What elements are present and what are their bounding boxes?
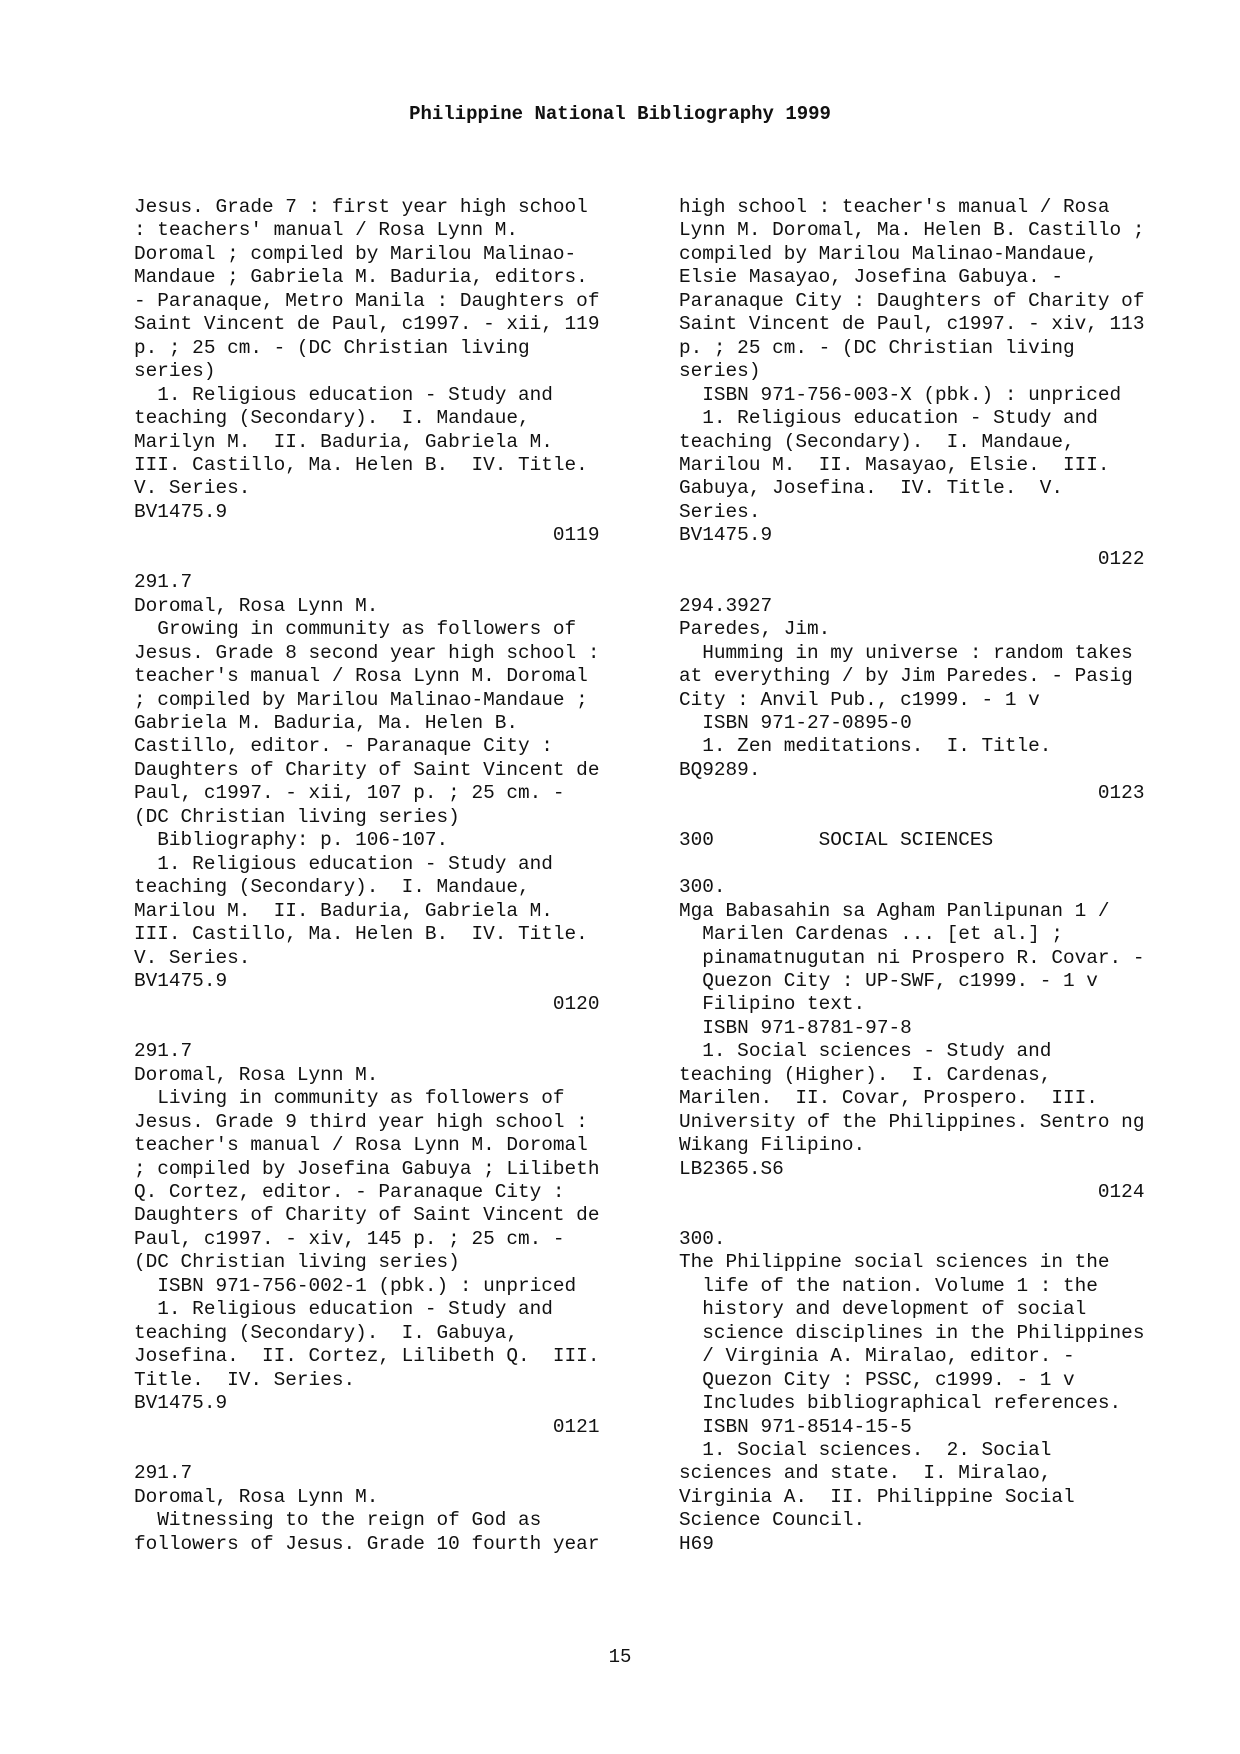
right-column-line: H69 — [679, 1532, 714, 1555]
right-column-line: Marilou M. II. Masayao, Elsie. III. — [679, 453, 1110, 476]
right-column-line: 294.3927 — [679, 594, 773, 617]
left-column-line: Growing in community as followers of — [134, 618, 577, 641]
right-column-line: City : Anvil Pub., c1999. - 1 v — [679, 688, 1040, 711]
right-column-line: Mga Babasahin sa Agham Panlipunan 1 / — [679, 899, 1110, 922]
right-column-line: Series. — [679, 500, 761, 523]
left-column-line: Q. Cortez, editor. - Paranaque City : — [134, 1181, 565, 1204]
left-column-line: teaching (Secondary). I. Mandaue, — [134, 407, 530, 430]
left-column-line: followers of Jesus. Grade 10 fourth year — [134, 1532, 600, 1555]
right-column-line: 300. — [679, 876, 726, 899]
right-column-line: BQ9289. — [679, 758, 761, 781]
right-column-line: teaching (Higher). I. Cardenas, — [679, 1063, 1052, 1086]
left-column-line: Josefina. II. Cortez, Lilibeth Q. III. — [134, 1345, 600, 1368]
right-column-line: Elsie Masayao, Josefina Gabuya. - — [679, 266, 1063, 289]
left-column-line: Witnessing to the reign of God as — [134, 1509, 542, 1532]
left-column-line: 1. Religious education - Study and — [134, 383, 553, 406]
left-column-line: Jesus. Grade 8 second year high school : — [134, 641, 600, 664]
left-column-line: ; compiled by Marilou Malinao-Mandaue ; — [134, 688, 588, 711]
left-column-line: 1. Religious education - Study and — [134, 852, 553, 875]
left-column-line: Living in community as followers of — [134, 1087, 565, 1110]
left-column-line: Marilou M. II. Baduria, Gabriela M. — [134, 899, 553, 922]
left-column-line: 0119 — [134, 524, 600, 547]
right-column-line: compiled by Marilou Malinao-Mandaue, — [679, 242, 1098, 265]
left-column-line: 0121 — [134, 1415, 600, 1438]
right-column-line: The Philippine social sciences in the — [679, 1251, 1110, 1274]
left-column-line: 0120 — [134, 993, 600, 1016]
right-column-line: Marilen Cardenas ... [et al.] ; — [679, 923, 1063, 946]
left-column-line: Marilyn M. II. Baduria, Gabriela M. — [134, 430, 553, 453]
left-column-line: series) — [134, 360, 216, 383]
right-column-text — [679, 196, 1199, 1556]
left-column-line: Daughters of Charity of Saint Vincent de — [134, 1204, 600, 1227]
right-column-line: p. ; 25 cm. - (DC Christian living — [679, 336, 1075, 359]
left-column-line: Doromal, Rosa Lynn M. — [134, 594, 379, 617]
right-column-line: ISBN 971-8514-15-5 — [679, 1415, 912, 1438]
page-title: Philippine National Bibliography 1999 — [409, 103, 831, 125]
right-column-line: 300 SOCIAL SCIENCES — [679, 829, 994, 852]
right-column-line: Lynn M. Doromal, Ma. Helen B. Castillo ; — [679, 219, 1145, 242]
right-column-line: Filipino text. — [679, 993, 866, 1016]
right-column-line: Virginia A. II. Philippine Social — [679, 1485, 1075, 1508]
left-column-line: Jesus. Grade 9 third year high school : — [134, 1110, 588, 1133]
right-column-line: Wikang Filipino. — [679, 1134, 866, 1157]
left-column-line: III. Castillo, Ma. Helen B. IV. Title. — [134, 453, 588, 476]
right-column-line: University of the Philippines. Sentro ng — [679, 1110, 1145, 1133]
left-column-line: - Paranaque, Metro Manila : Daughters of — [134, 289, 600, 312]
right-column-line: teaching (Secondary). I. Mandaue, — [679, 430, 1075, 453]
right-column-line: high school : teacher's manual / Rosa — [679, 196, 1110, 218]
right-column-line: LB2365.S6 — [679, 1157, 784, 1180]
right-column-line: science disciplines in the Philippines — [679, 1321, 1145, 1344]
right-column-line: Marilen. II. Covar, Prospero. III. — [679, 1087, 1098, 1110]
left-column-line: V. Series. — [134, 946, 251, 969]
right-column-line: at everything / by Jim Paredes. - Pasig — [679, 665, 1133, 688]
right-column-line: / Virginia A. Miralao, editor. - — [679, 1345, 1075, 1368]
left-column-line: Mandaue ; Gabriela M. Baduria, editors. — [134, 266, 588, 289]
right-column-line: series) — [679, 360, 761, 383]
right-column-line: BV1475.9 — [679, 524, 773, 547]
left-column-line: teacher's manual / Rosa Lynn M. Doromal — [134, 665, 588, 688]
left-column-line: teaching (Secondary). I. Gabuya, — [134, 1321, 518, 1344]
right-column-line: sciences and state. I. Miralao, — [679, 1462, 1052, 1485]
left-column-line: 291.7 — [134, 1462, 193, 1485]
left-column-line: BV1475.9 — [134, 500, 228, 523]
right-column-line: Paranaque City : Daughters of Charity of — [679, 289, 1145, 312]
left-column-line: Doromal, Rosa Lynn M. — [134, 1485, 379, 1508]
left-column-line: : teachers' manual / Rosa Lynn M. — [134, 219, 518, 242]
right-column-line: 1. Zen meditations. I. Title. — [679, 735, 1052, 758]
right-column-line: ISBN 971-8781-97-8 — [679, 1016, 912, 1039]
right-column-line: 0123 — [679, 782, 1145, 805]
left-column-line: Castillo, editor. - Paranaque City : — [134, 735, 553, 758]
right-column-line: Quezon City : UP-SWF, c1999. - 1 v — [679, 969, 1098, 992]
left-column-line: 291.7 — [134, 571, 193, 594]
left-column-line: 1. Religious education - Study and — [134, 1298, 553, 1321]
right-column-line: ISBN 971-27-0895-0 — [679, 711, 912, 734]
left-column-line: Doromal ; compiled by Marilou Malinao- — [134, 242, 577, 265]
right-column-line: ISBN 971-756-003-X (pbk.) : unpriced — [679, 383, 1122, 406]
left-column-line: Bibliography: p. 106-107. — [134, 829, 449, 852]
right-column-line: 1. Social sciences. 2. Social — [679, 1439, 1052, 1462]
left-column-line: Daughters of Charity of Saint Vincent de — [134, 758, 600, 781]
right-column-line: Gabuya, Josefina. IV. Title. V. — [679, 477, 1063, 500]
left-column-line: ; compiled by Josefina Gabuya ; Lilibeth — [134, 1157, 600, 1180]
right-column-line: 300. — [679, 1227, 726, 1250]
left-column-text — [134, 196, 654, 1556]
right-column-line: 1. Religious education - Study and — [679, 407, 1098, 430]
left-column-line: teaching (Secondary). I. Mandaue, — [134, 876, 530, 899]
left-column-line: Paul, c1997. - xii, 107 p. ; 25 cm. - — [134, 782, 565, 805]
left-column-line: BV1475.9 — [134, 1392, 228, 1415]
left-column-line: BV1475.9 — [134, 969, 228, 992]
left-column-line: p. ; 25 cm. - (DC Christian living — [134, 336, 530, 359]
right-column-line: Science Council. — [679, 1509, 866, 1532]
left-column — [134, 196, 654, 1556]
left-column-line: ISBN 971-756-002-1 (pbk.) : unpriced — [134, 1274, 577, 1297]
left-column-line: Doromal, Rosa Lynn M. — [134, 1063, 379, 1086]
left-column-line: (DC Christian living series) — [134, 1251, 460, 1274]
left-column-line: teacher's manual / Rosa Lynn M. Doromal — [134, 1134, 588, 1157]
right-column-line: Quezon City : PSSC, c1999. - 1 v — [679, 1368, 1075, 1391]
right-column-line: 0122 — [679, 547, 1145, 570]
right-column-line: Saint Vincent de Paul, c1997. - xiv, 113 — [679, 313, 1145, 336]
left-column-line: III. Castillo, Ma. Helen B. IV. Title. — [134, 923, 588, 946]
left-column-line: Jesus. Grade 7 : first year high school — [134, 196, 588, 218]
right-column-line: Includes bibliographical references. — [679, 1392, 1122, 1415]
page-number: 15 — [608, 1646, 632, 1668]
left-column-line: Gabriela M. Baduria, Ma. Helen B. — [134, 711, 518, 734]
left-column-line: Saint Vincent de Paul, c1997. - xii, 119 — [134, 313, 600, 336]
right-column-line: Humming in my universe : random takes — [679, 641, 1133, 664]
right-column — [679, 196, 1199, 1556]
right-column-line: Paredes, Jim. — [679, 618, 831, 641]
right-column-line: life of the nation. Volume 1 : the — [679, 1274, 1098, 1297]
right-column-line: history and development of social — [679, 1298, 1087, 1321]
left-column-line: Title. IV. Series. — [134, 1368, 356, 1391]
left-column-line: V. Series. — [134, 477, 251, 500]
right-column-line: pinamatnugutan ni Prospero R. Covar. - — [679, 946, 1145, 969]
left-column-line: (DC Christian living series) — [134, 805, 460, 828]
right-column-line: 1. Social sciences - Study and — [679, 1040, 1052, 1063]
left-column-line: 291.7 — [134, 1040, 193, 1063]
left-column-line: Paul, c1997. - xiv, 145 p. ; 25 cm. - — [134, 1227, 565, 1250]
right-column-line: 0124 — [679, 1181, 1145, 1204]
